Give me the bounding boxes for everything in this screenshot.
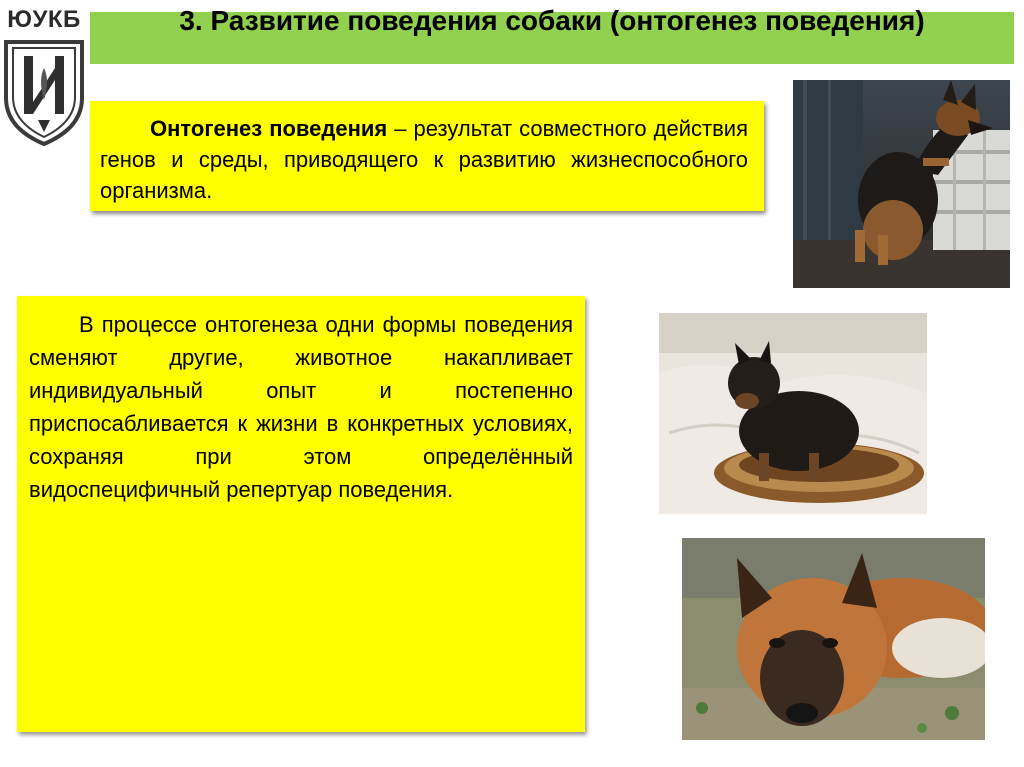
logo — [0, 0, 88, 146]
photo-dog-lying — [682, 538, 985, 740]
main-paragraph: В процессе онтогенеза одни формы поведения сменяют другие, животное накапливает индивидуальный опыт и постепенно приспосабливается к жизни в конкретных условиях, сохраняя при этом определённый видоспецифичный репертуар поведения. — [29, 312, 573, 502]
logo-text: ЮУКБ — [7, 6, 81, 33]
definition-body: – результат совместного действия генов и среды, приводящего к развитию жизнеспособного организма. — [100, 116, 748, 203]
definition-term: Онтогенез поведения — [150, 116, 388, 141]
page-title: 3. Развитие поведения собаки (онтогенез поведения) — [179, 5, 925, 36]
main-text-box — [17, 296, 585, 732]
photo-dog-standing — [793, 80, 1010, 288]
shield-emblem-icon — [0, 40, 88, 146]
definition-box — [90, 101, 764, 211]
definition-text — [100, 113, 748, 206]
photo-puppy-basket — [659, 313, 927, 514]
